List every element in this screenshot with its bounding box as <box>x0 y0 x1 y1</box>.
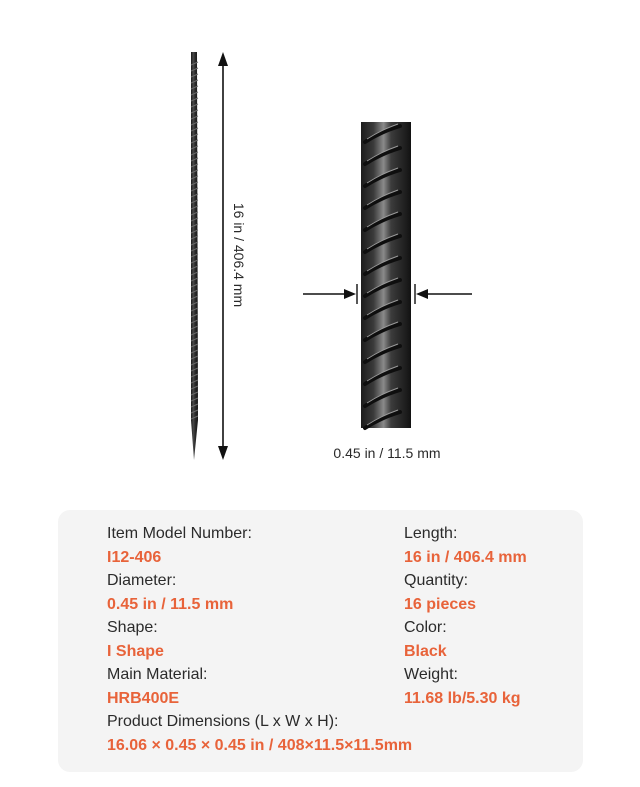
weight-label: Weight: <box>404 666 458 683</box>
rebar-closeup <box>361 122 411 428</box>
spec-color <box>404 618 447 662</box>
material-value: HRB400E <box>107 690 180 707</box>
spec-length <box>404 524 527 568</box>
shape-value: I Shape <box>107 643 164 660</box>
length-dimension-label: 16 in / 406.4 mm <box>231 202 247 308</box>
quantity-value: 16 pieces <box>404 596 477 613</box>
length-label: Length: <box>404 525 458 542</box>
material-label: Main Material: <box>107 666 208 683</box>
diameter-dimension-label: 0.45 in / 11.5 mm <box>333 445 441 461</box>
diameter-label: Diameter: <box>107 572 177 589</box>
spec-weight <box>404 665 521 709</box>
quantity-label: Quantity: <box>404 572 469 589</box>
dimensions-label: Product Dimensions (L x W x H): <box>107 713 339 730</box>
weight-value: 11.68 lb/5.30 kg <box>404 690 521 707</box>
spec-card <box>58 510 583 772</box>
length-value: 16 in / 406.4 mm <box>404 549 527 566</box>
stake-full-view <box>191 52 198 460</box>
spec-shape <box>107 618 164 662</box>
color-value: Black <box>404 643 447 660</box>
dimensions-value: 16.06 × 0.45 × 0.45 in / 408×11.5×11.5mm <box>107 737 413 754</box>
item-model-value: I12-406 <box>107 549 162 566</box>
length-arrow <box>218 52 228 460</box>
diameter-value: 0.45 in / 11.5 mm <box>107 596 234 613</box>
spec-diameter <box>107 571 233 615</box>
spec-quantity <box>404 571 476 615</box>
spec-dimensions <box>107 712 412 756</box>
spec-item-model <box>107 524 252 568</box>
shape-label: Shape: <box>107 619 158 636</box>
spec-material <box>107 665 207 709</box>
color-label: Color: <box>404 619 447 636</box>
item-model-label: Item Model Number: <box>107 525 252 542</box>
